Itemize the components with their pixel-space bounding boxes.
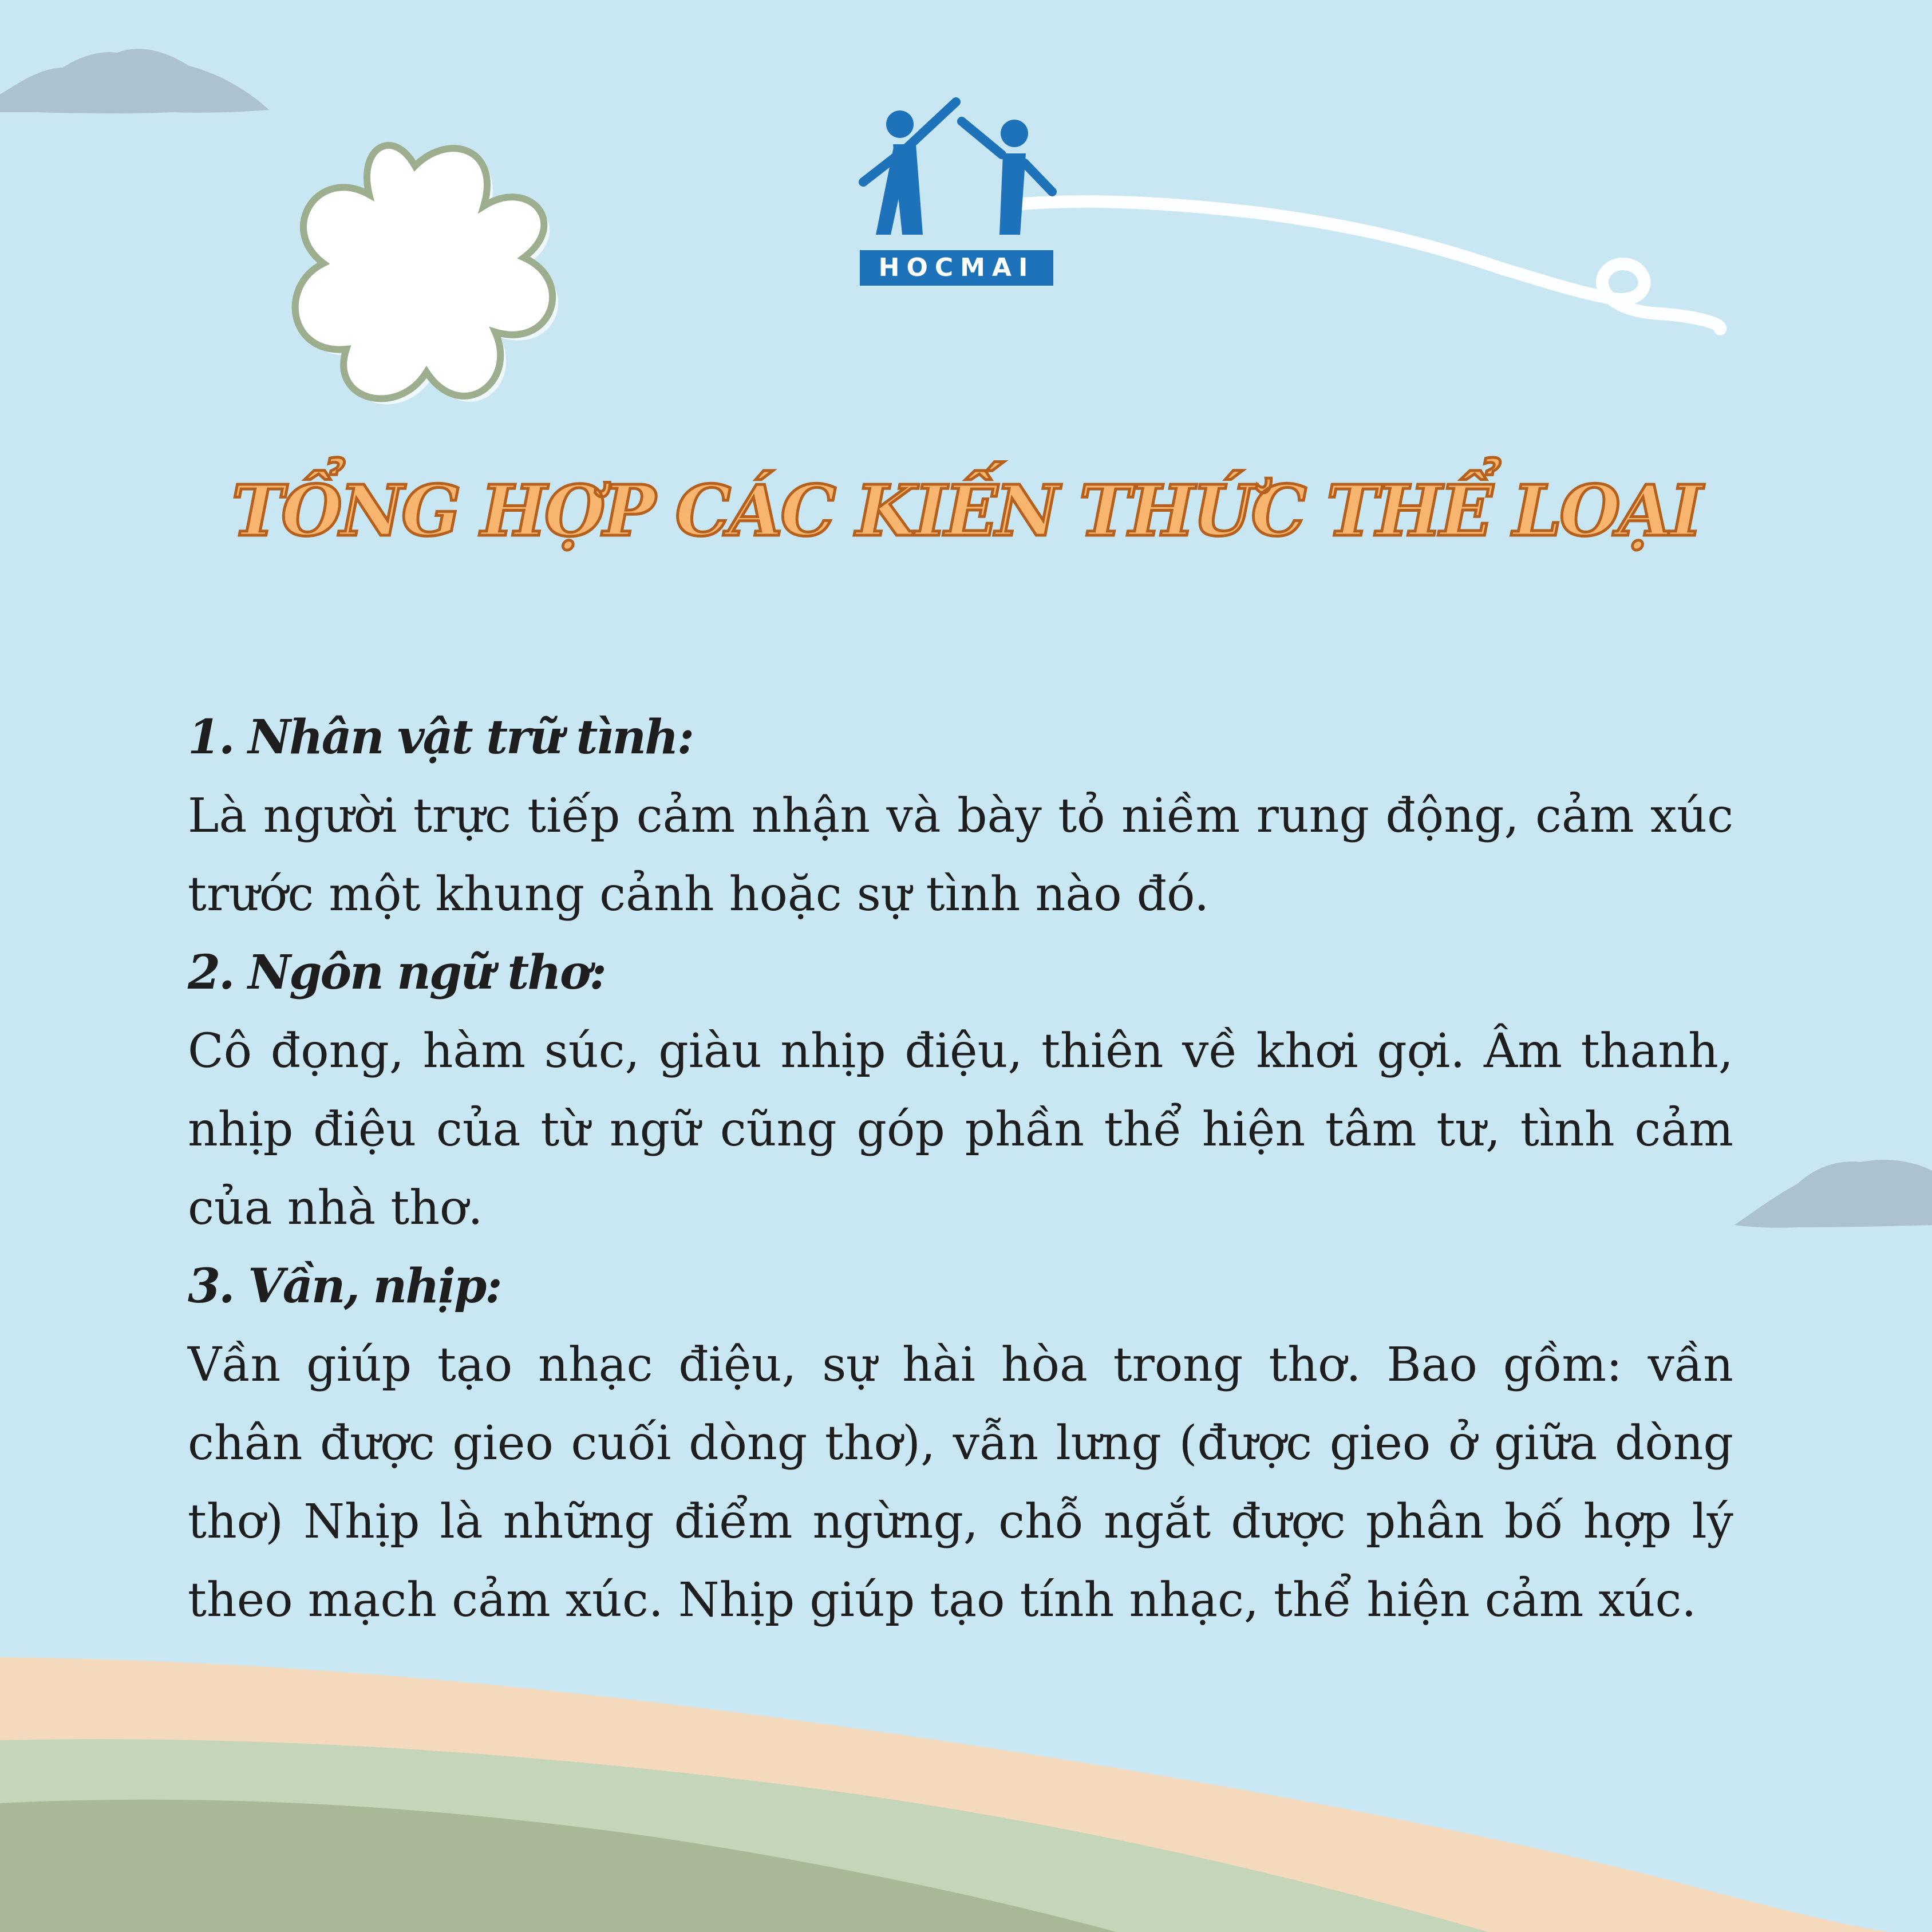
cloud-right <box>1735 1160 1932 1228</box>
section-heading-1: 1. Nhân vật trữ tình: <box>188 710 693 765</box>
page-title: TỔNG HỢP CÁC KIẾN THỨC THỂ LOẠI <box>231 469 1701 552</box>
hocmai-logo-figures <box>863 102 1052 235</box>
section-heading-2: 2. Ngôn ngữ thơ: <box>188 945 605 1000</box>
hocmai-logo-text: HOCMAI <box>860 250 1053 286</box>
section-body-1: Là người trực tiếp cảm nhận và bày tỏ niềm rung động, cảm xúc trước một khung cảnh hoặc sự tình nào đó. <box>188 789 1733 922</box>
content <box>188 698 1733 1639</box>
section-heading-3: 3. Vần, nhịp: <box>188 1259 501 1314</box>
flower-icon <box>295 145 559 404</box>
cloud-top-left <box>0 49 269 113</box>
bottom-waves <box>0 1657 1889 1932</box>
section-body-2: Cô đọng, hàm súc, giàu nhịp điệu, thiên về khơi gợi. Âm thanh, nhịp điệu của từ ngữ cũng góp phần thể hiện tâm tư, tình cảm của nhà thơ. <box>188 1024 1733 1235</box>
swoosh-line <box>1008 202 1720 329</box>
section-body-3: Vần giúp tạo nhạc điệu, sự hài hòa trong thơ. Bao gồm: vần chân được gieo cuối dòng thơ), vẫn lưng (được gieo ở giữa dòng thơ) Nhịp là những điểm ngừng, chỗ ngắt được phân bố hợp lý theo mạch cảm xúc. Nhịp giúp tạo tính nhạc, thể hiện cảm xúc. <box>188 1338 1733 1627</box>
